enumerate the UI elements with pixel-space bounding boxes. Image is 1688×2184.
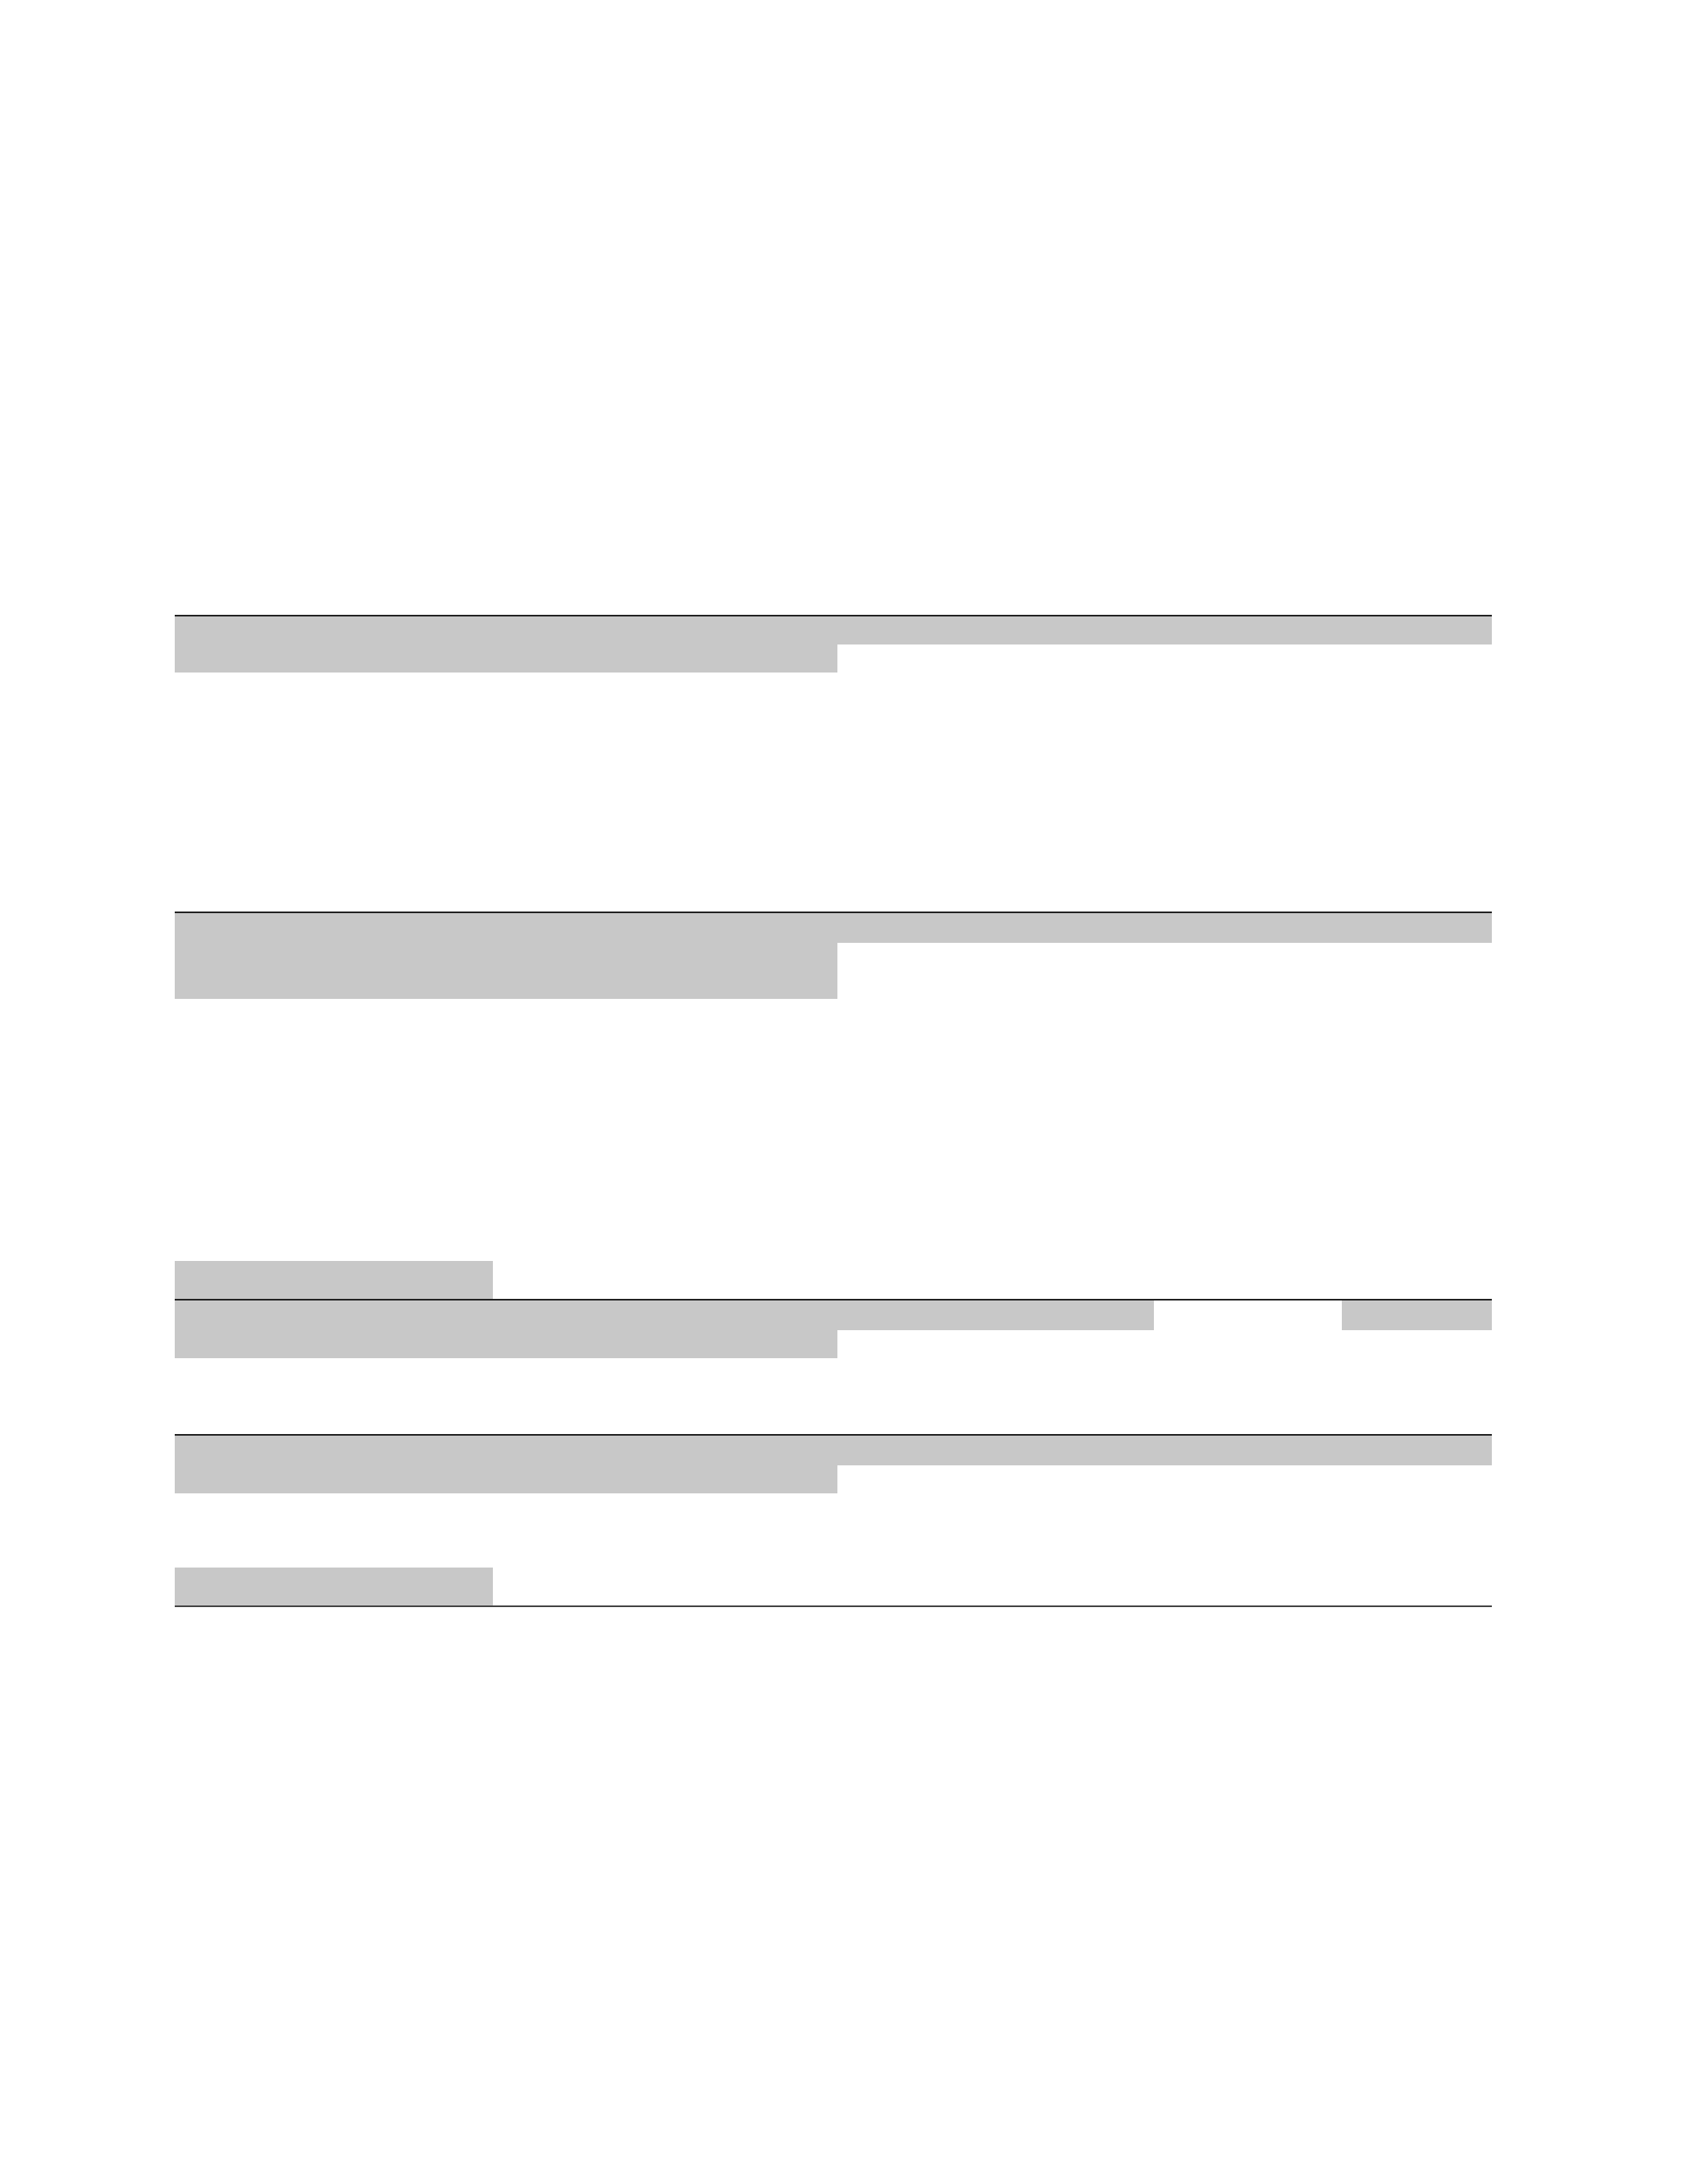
ms-degree-header (175, 1299, 1492, 1358)
bs-degree-header (175, 1434, 1492, 1493)
education-heading-box (175, 1261, 493, 1299)
certifications-heading-box (175, 1568, 493, 1605)
certifications-rule (175, 1605, 1492, 1607)
rtgs-project-header (175, 615, 1492, 673)
bss-job-header (175, 912, 1492, 999)
